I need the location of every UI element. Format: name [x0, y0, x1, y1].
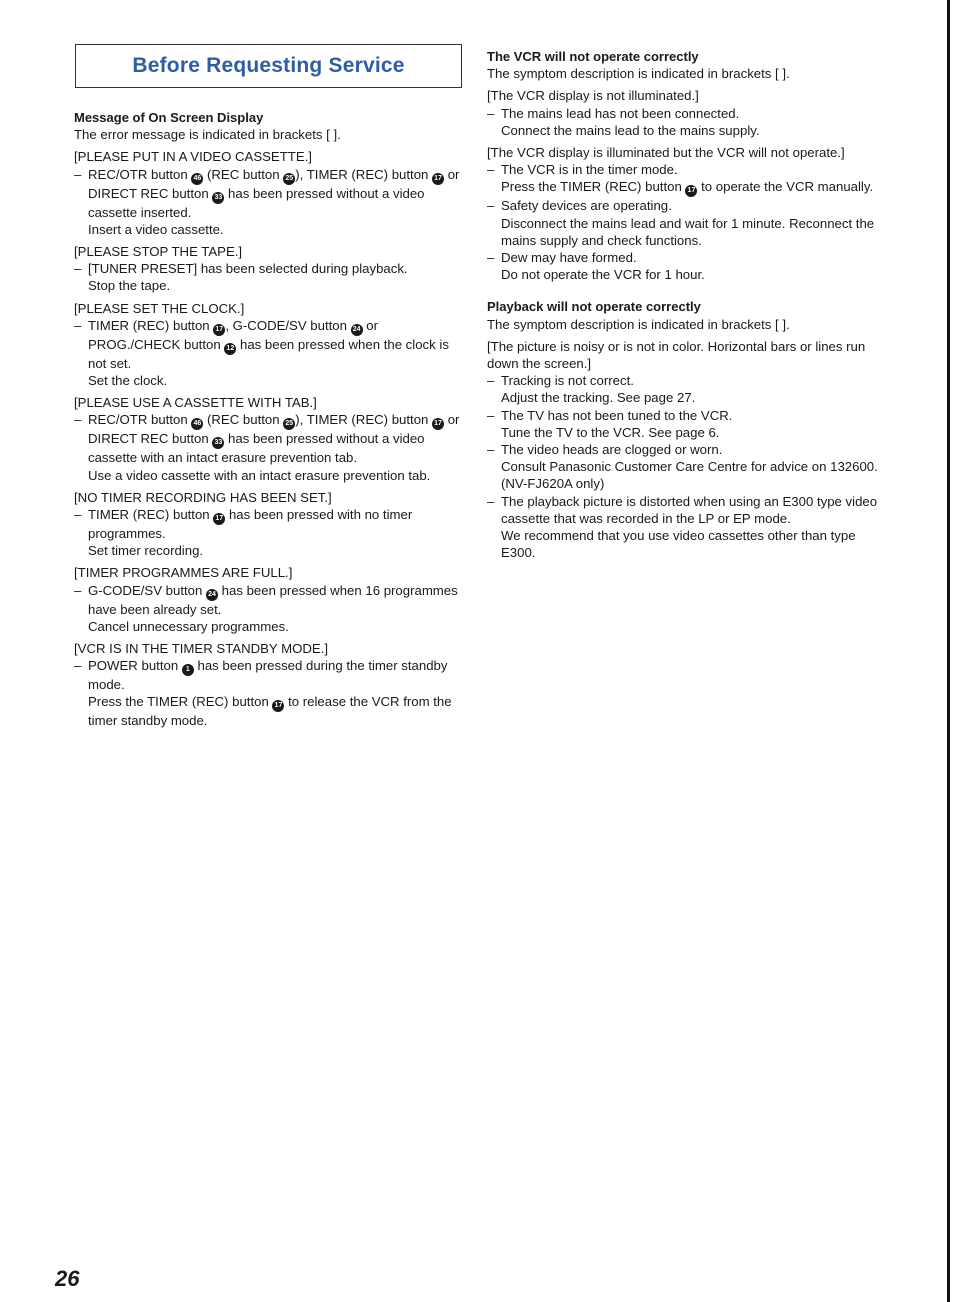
button-number-icon: 17: [685, 185, 697, 197]
section-intro: The symptom description is indicated in brackets [ ].: [487, 316, 790, 332]
message-text: [NO TIMER RECORDING HAS BEEN SET.]: [74, 489, 332, 505]
text-fragment: (REC button: [203, 412, 284, 428]
item-body: [501, 105, 887, 139]
text-fragment: ), TIMER (REC) button: [295, 412, 433, 428]
button-number-icon: 12: [224, 343, 236, 355]
message-text: [PLEASE SET THE CLOCK.]: [74, 300, 245, 316]
text-fragment: ), TIMER (REC) button: [295, 166, 433, 182]
cause-text: [501, 197, 887, 214]
cause-text: [88, 317, 466, 372]
item-body: [501, 407, 887, 441]
text-fragment: Press the TIMER (REC) button: [88, 694, 273, 710]
dash-bullet: –: [487, 250, 495, 266]
message-block: [74, 394, 466, 484]
item-body: [501, 161, 887, 197]
text-fragment: Tracking is not correct.: [501, 373, 634, 389]
message-text: [PLEASE PUT IN A VIDEO CASSETTE.]: [74, 149, 312, 165]
dash-bullet: –: [74, 412, 82, 428]
title-box: [75, 44, 462, 88]
message-block: [74, 300, 466, 390]
button-number-icon: 46: [191, 173, 203, 185]
message-list: [74, 148, 466, 729]
cause-text: [501, 161, 887, 178]
message-block: [74, 489, 466, 560]
list-item: [487, 249, 887, 283]
message-text: [The VCR display is not illuminated.]: [487, 88, 699, 104]
button-number-icon: 17: [213, 324, 225, 336]
dash-bullet: –: [487, 493, 495, 509]
item-body: [88, 317, 466, 389]
section-heading: Message of On Screen Display: [74, 110, 264, 125]
dash-bullet: –: [487, 198, 495, 214]
list-item: [487, 441, 887, 493]
dash-bullet: –: [487, 407, 495, 423]
text-fragment: Press the TIMER (REC) button: [501, 179, 686, 195]
message-block: [487, 87, 887, 139]
remedy-text: Connect the mains lead to the mains supply.: [501, 122, 760, 138]
text-fragment: The video heads are clogged or worn.: [501, 442, 723, 458]
dash-bullet: –: [487, 442, 495, 458]
remedy-text: Stop the tape.: [88, 278, 171, 294]
message-text: [VCR IS IN THE TIMER STANDBY MODE.]: [74, 641, 329, 657]
button-number-icon: 1: [182, 664, 194, 676]
item-body: [88, 582, 466, 635]
remedy-text: Adjust the tracking. See page 27.: [501, 390, 696, 406]
page-number: 26: [55, 1266, 80, 1291]
message-block: [74, 148, 466, 238]
dash-bullet: –: [487, 373, 495, 389]
item-body: [501, 249, 887, 283]
list-item: [74, 582, 466, 635]
section-heading: The VCR will not operate correctly: [487, 49, 699, 64]
button-number-icon: 46: [191, 418, 203, 430]
text-fragment: or PROG./CHECK button: [88, 317, 379, 352]
message-block: [74, 564, 466, 635]
item-body: [88, 166, 466, 238]
remedy-text: Set the clock.: [88, 373, 168, 389]
cause-text: [88, 506, 466, 542]
remedy-text: Do not operate the VCR for 1 hour.: [501, 267, 705, 283]
text-fragment: to operate the VCR manually.: [697, 179, 874, 195]
text-fragment: G-CODE/SV button: [88, 582, 206, 598]
message-block: [487, 338, 887, 562]
page-title: Before Requesting Service: [132, 54, 405, 78]
item-body: [88, 657, 466, 729]
remedy-text: We recommend that you use video cassettes other than type E300.: [501, 528, 856, 561]
item-body: [88, 506, 466, 559]
right-column: [487, 48, 887, 566]
list-item: [74, 411, 466, 483]
list-item: [487, 161, 887, 197]
message-block: [74, 243, 466, 295]
remedy-text: Insert a video cassette.: [88, 221, 224, 237]
symptom-list: [487, 338, 887, 562]
list-item: [487, 407, 887, 441]
text-fragment: or DIRECT REC button: [88, 166, 460, 201]
text-fragment: REC/OTR button: [88, 412, 192, 428]
dash-bullet: –: [74, 582, 82, 598]
text-fragment: REC/OTR button: [88, 166, 192, 182]
text-fragment: Safety devices are operating.: [501, 198, 672, 214]
text-fragment: Dew may have formed.: [501, 250, 637, 266]
text-fragment: has been pressed during the timer standby mode.: [88, 658, 448, 693]
remedy-text: Set timer recording.: [88, 543, 204, 559]
cause-text: [501, 249, 887, 266]
symptom-list: [487, 87, 887, 283]
item-body: [501, 441, 887, 493]
button-number-icon: 33: [212, 437, 224, 449]
dash-bullet: –: [74, 317, 82, 333]
remedy-text: Tune the TV to the VCR. See page 6.: [501, 424, 720, 440]
button-number-icon: 25: [283, 173, 295, 185]
remedy-text: Cancel unnecessary programmes.: [88, 618, 289, 634]
item-body: [88, 260, 466, 294]
cause-text: [501, 441, 887, 458]
cause-text: [501, 372, 887, 389]
left-column: [74, 109, 466, 735]
text-fragment: has been pressed without a video cassette inserted.: [88, 185, 425, 220]
text-fragment: has been pressed when 16 programmes have been already set.: [88, 582, 458, 617]
text-fragment: to release the VCR from the timer standby mode.: [88, 694, 452, 729]
cause-text: [501, 407, 887, 424]
dash-bullet: –: [487, 162, 495, 178]
section-intro: The symptom description is indicated in brackets [ ].: [487, 66, 790, 82]
text-fragment: has been pressed with no timer programmes.: [88, 507, 413, 542]
page-edge-rule: [947, 0, 950, 1302]
remedy-text: [501, 178, 887, 197]
cause-text: [88, 582, 466, 618]
remedy-text: Use a video cassette with an intact erasure prevention tab.: [88, 467, 431, 483]
list-item: [74, 506, 466, 559]
text-fragment: or DIRECT REC button: [88, 412, 460, 447]
remedy-text: Disconnect the mains lead and wait for 1 minute. Reconnect the mains supply and check functions.: [501, 215, 875, 248]
item-body: [88, 411, 466, 483]
section-heading: Playback will not operate correctly: [487, 299, 701, 315]
cause-text: [88, 657, 466, 693]
text-fragment: The VCR is in the timer mode.: [501, 162, 678, 178]
text-fragment: The playback picture is distorted when using an E300 type video cassette that was recorded in the LP or EP mode.: [501, 493, 878, 526]
list-item: [74, 166, 466, 238]
dash-bullet: –: [487, 105, 495, 121]
dash-bullet: –: [74, 658, 82, 674]
text-fragment: [TUNER PRESET] has been selected during playback.: [88, 261, 408, 277]
dash-bullet: –: [74, 507, 82, 523]
text-fragment: TIMER (REC) button: [88, 507, 214, 523]
cause-text: [88, 166, 466, 221]
remedy-text: Consult Panasonic Customer Care Centre for advice on 132600. (NV-FJ620A only): [501, 459, 878, 492]
message-text: [The VCR display is illuminated but the VCR will not operate.]: [487, 145, 845, 161]
message-block: [487, 144, 887, 283]
button-number-icon: 25: [283, 418, 295, 430]
list-item: [74, 317, 466, 389]
item-body: [501, 493, 887, 562]
text-fragment: , G-CODE/SV button: [225, 317, 351, 333]
list-item: [74, 657, 466, 729]
item-body: [501, 197, 887, 249]
message-text: [TIMER PROGRAMMES ARE FULL.]: [74, 565, 293, 581]
message-text: [The picture is noisy or is not in color. Horizontal bars or lines run down the screen.]: [487, 338, 866, 372]
text-fragment: has been pressed without a video cassette with an intact erasure prevention tab.: [88, 431, 425, 466]
list-item: [487, 493, 887, 562]
text-fragment: has been pressed when the clock is not set.: [88, 336, 449, 371]
text-fragment: (REC button: [203, 166, 284, 182]
message-text: [PLEASE STOP THE TAPE.]: [74, 244, 243, 260]
section-gap: [487, 288, 887, 298]
section-intro: The error message is indicated in brackets [ ].: [74, 127, 341, 143]
cause-text: [501, 105, 887, 122]
button-number-icon: 17: [272, 700, 284, 712]
button-number-icon: 17: [432, 418, 444, 430]
button-number-icon: 33: [212, 192, 224, 204]
list-item: [487, 372, 887, 406]
cause-text: [88, 411, 466, 466]
list-item: [487, 197, 887, 249]
button-number-icon: 17: [213, 513, 225, 525]
text-fragment: POWER button: [88, 658, 182, 674]
item-body: [501, 372, 887, 406]
message-text: [PLEASE USE A CASSETTE WITH TAB.]: [74, 395, 317, 411]
remedy-text: [88, 693, 466, 729]
button-number-icon: 17: [432, 173, 444, 185]
text-fragment: The mains lead has not been connected.: [501, 105, 740, 121]
button-number-icon: 24: [206, 589, 218, 601]
list-item: [74, 260, 466, 294]
dash-bullet: –: [74, 261, 82, 277]
cause-text: [88, 260, 466, 277]
cause-text: [501, 493, 887, 527]
text-fragment: The TV has not been tuned to the VCR.: [501, 407, 733, 423]
list-item: [487, 105, 887, 139]
message-block: [74, 640, 466, 730]
button-number-icon: 24: [351, 324, 363, 336]
text-fragment: TIMER (REC) button: [88, 317, 214, 333]
dash-bullet: –: [74, 166, 82, 182]
